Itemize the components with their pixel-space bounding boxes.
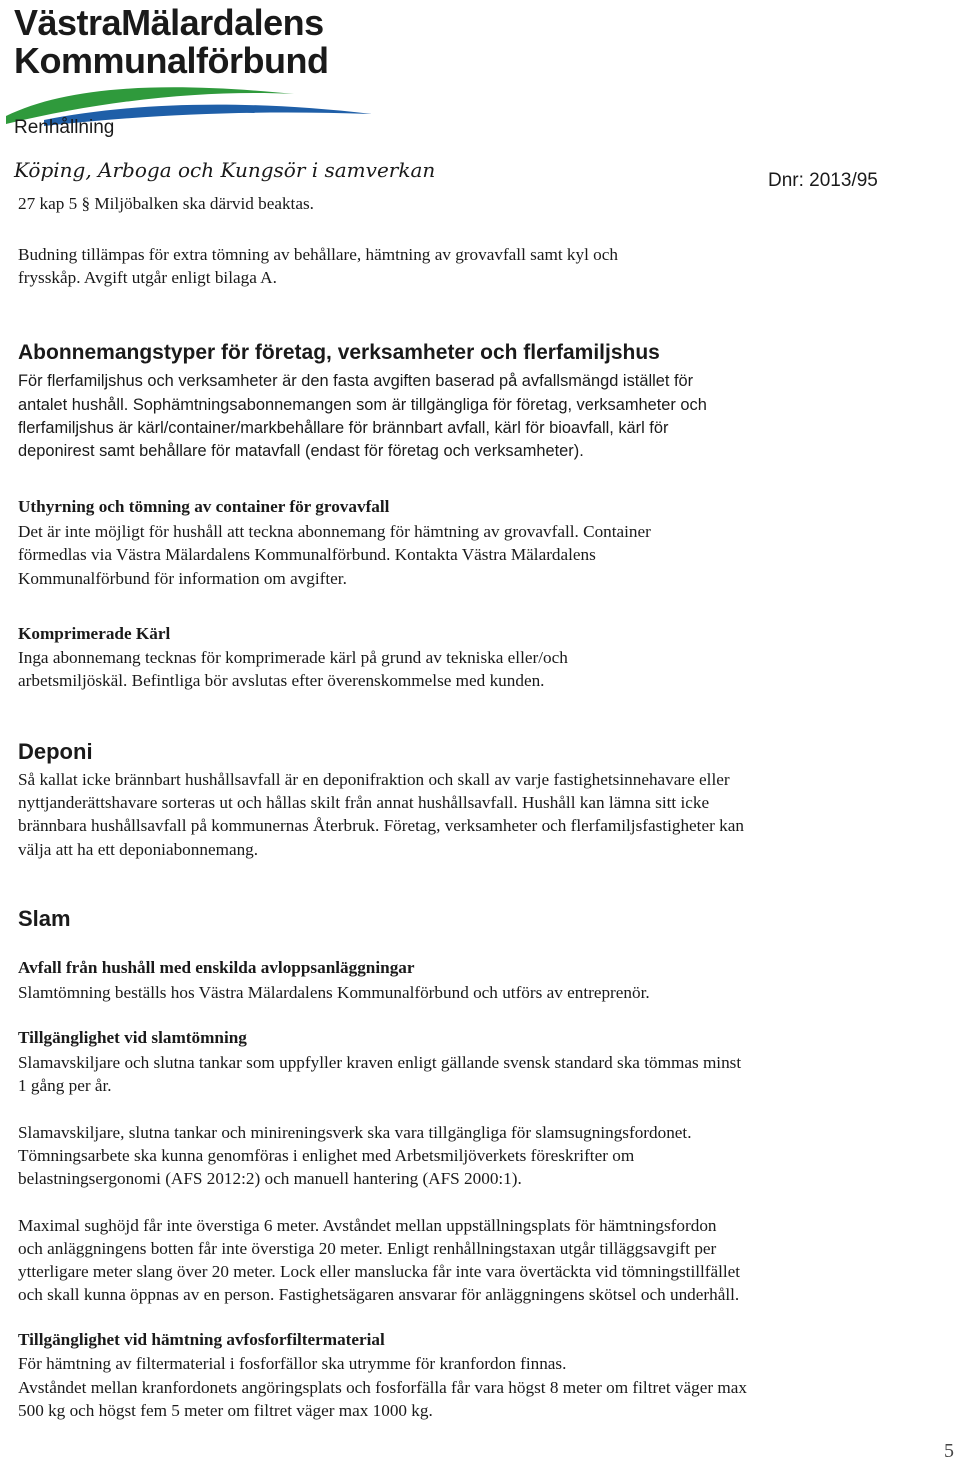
paragraph-line: Slamtömning beställs hos Västra Mälardalens Kommunalförbund och utförs av entreprenör. (18, 983, 650, 1002)
paragraph-line: och skall kunna öppnas av en person. Fastighetsägaren ansvarar för anläggningens skötsel och underhåll. (18, 1285, 740, 1304)
paragraph-line: Maximal sughöjd får inte överstiga 6 meter. Avståndet mellan uppställningsplats för hämtningsfordon (18, 1216, 717, 1235)
paragraph-line: Tömningsarbete ska kunna genomföras i enlighet med Arbetsmiljöverkets föreskrifter om (18, 1146, 635, 1165)
paragraph-line: nyttjanderättshavare sorteras ut och hållas skilt från annat hushållsavfall. Hushåll kan lämna sitt icke (18, 793, 710, 812)
document-number: Dnr: 2013/95 (768, 170, 878, 191)
paragraph-line: deponirest samt behållare för matavfall (endast för företag och verksamheter). (18, 442, 584, 460)
paragraph-line: För hämtning av filtermaterial i fosforfällor ska utrymme för kranfordon finnas. (18, 1354, 567, 1373)
heading-avfall-hushall: Avfall från hushåll med enskilda avloppsanläggningar (18, 958, 415, 977)
budning-line-2: frysskåp. Avgift utgår enligt bilaga A. (18, 268, 277, 287)
paragraph-line: belastningsergonomi (AFS 2012:2) och manuell hantering (AFS 2000:1). (18, 1169, 522, 1188)
heading-abonnemangstyper: Abonnemangstyper för företag, verksamheter och flerfamiljshus (18, 341, 660, 364)
paragraph-line: Så kallat icke brännbart hushållsavfall är en deponifraktion och skall av varje fastighetsinnehavare eller (18, 770, 730, 789)
paragraph-line: och anläggningens botten får inte överstiga 20 meter. Enligt renhållningstaxan utgår tilläggsavgift per (18, 1239, 717, 1258)
logo-title-line2: Kommunalförbund (14, 40, 329, 81)
paragraph-line: Inga abonnemang tecknas för komprimerade kärl på grund av tekniska eller/och (18, 648, 568, 667)
heading-slam: Slam (18, 906, 71, 931)
logo-tagline: Köping, Arboga och Kungsör i samverkan (14, 158, 436, 182)
paragraph-line: ytterligare meter slang över 20 meter. Lock eller manslucka får inte vara övertäckta vid tömningstillfället (18, 1262, 741, 1281)
budning-line-1: Budning tillämpas för extra tömning av behållare, hämtning av grovavfall samt kyl och (18, 245, 618, 264)
paragraph-line: flerfamiljshus är kärl/container/markbehållare för brännbart avfall, kärl för bioavfall, kärl för (18, 419, 669, 437)
paragraph-line: Kommunalförbund för information om avgifter. (18, 569, 347, 588)
paragraph-line: antalet hushåll. Sophämtningsabonnemangen som är tillgängliga för företag, verksamheter och (18, 396, 707, 414)
paragraph-line: Slamavskiljare, slutna tankar och minireningsverk ska vara tillgängliga för slamsugningsfordonet. (18, 1123, 692, 1142)
paragraph-line: Slamavskiljare och slutna tankar som uppfyller kraven enligt gällande svensk standard ska tömmas minst (18, 1053, 742, 1072)
paragraph-line: brännbara hushållsavfall på kommunernas Återbruk. Företag, verksamheter och flerfamiljsfastigheter kan (18, 816, 744, 835)
intro-line: 27 kap 5 § Miljöbalken ska därvid beaktas. (18, 194, 314, 213)
paragraph-line: 1 gång per år. (18, 1076, 112, 1095)
paragraph-line: 500 kg och högst fem 5 meter om filtret väger max 1000 kg. (18, 1401, 433, 1420)
heading-uthyrning: Uthyrning och tömning av container för grovavfall (18, 497, 390, 516)
heading-tillganglighet-slamtomning: Tillgänglighet vid slamtömning (18, 1028, 247, 1047)
heading-deponi: Deponi (18, 739, 93, 764)
heading-fosforfilter: Tillgänglighet vid hämtning avfosforfiltermaterial (18, 1330, 385, 1349)
logo-department: Renhållning (14, 117, 115, 138)
paragraph-line: Avståndet mellan kranfordonets angöringsplats och fosforfälla får vara högst 8 meter om filtret väger max (18, 1378, 747, 1397)
heading-komprimerade: Komprimerade Kärl (18, 624, 171, 643)
logo-title-line1: VästraMälardalens (14, 2, 324, 43)
page-number: 5 (944, 1440, 954, 1462)
paragraph-line: arbetsmiljöskäl. Befintliga bör avslutas efter överenskommelse med kunden. (18, 671, 545, 690)
paragraph-line: välja att ha ett deponiabonnemang. (18, 840, 259, 859)
paragraph-line: förmedlas via Västra Mälardalens Kommunalförbund. Kontakta Västra Mälardalens (18, 545, 596, 564)
paragraph-line: Det är inte möjligt för hushåll att teckna abonnemang för hämtning av grovavfall. Container (18, 522, 651, 541)
paragraph-line: För flerfamiljshus och verksamheter är den fasta avgiften baserad på avfallsmängd istället för (18, 372, 694, 390)
